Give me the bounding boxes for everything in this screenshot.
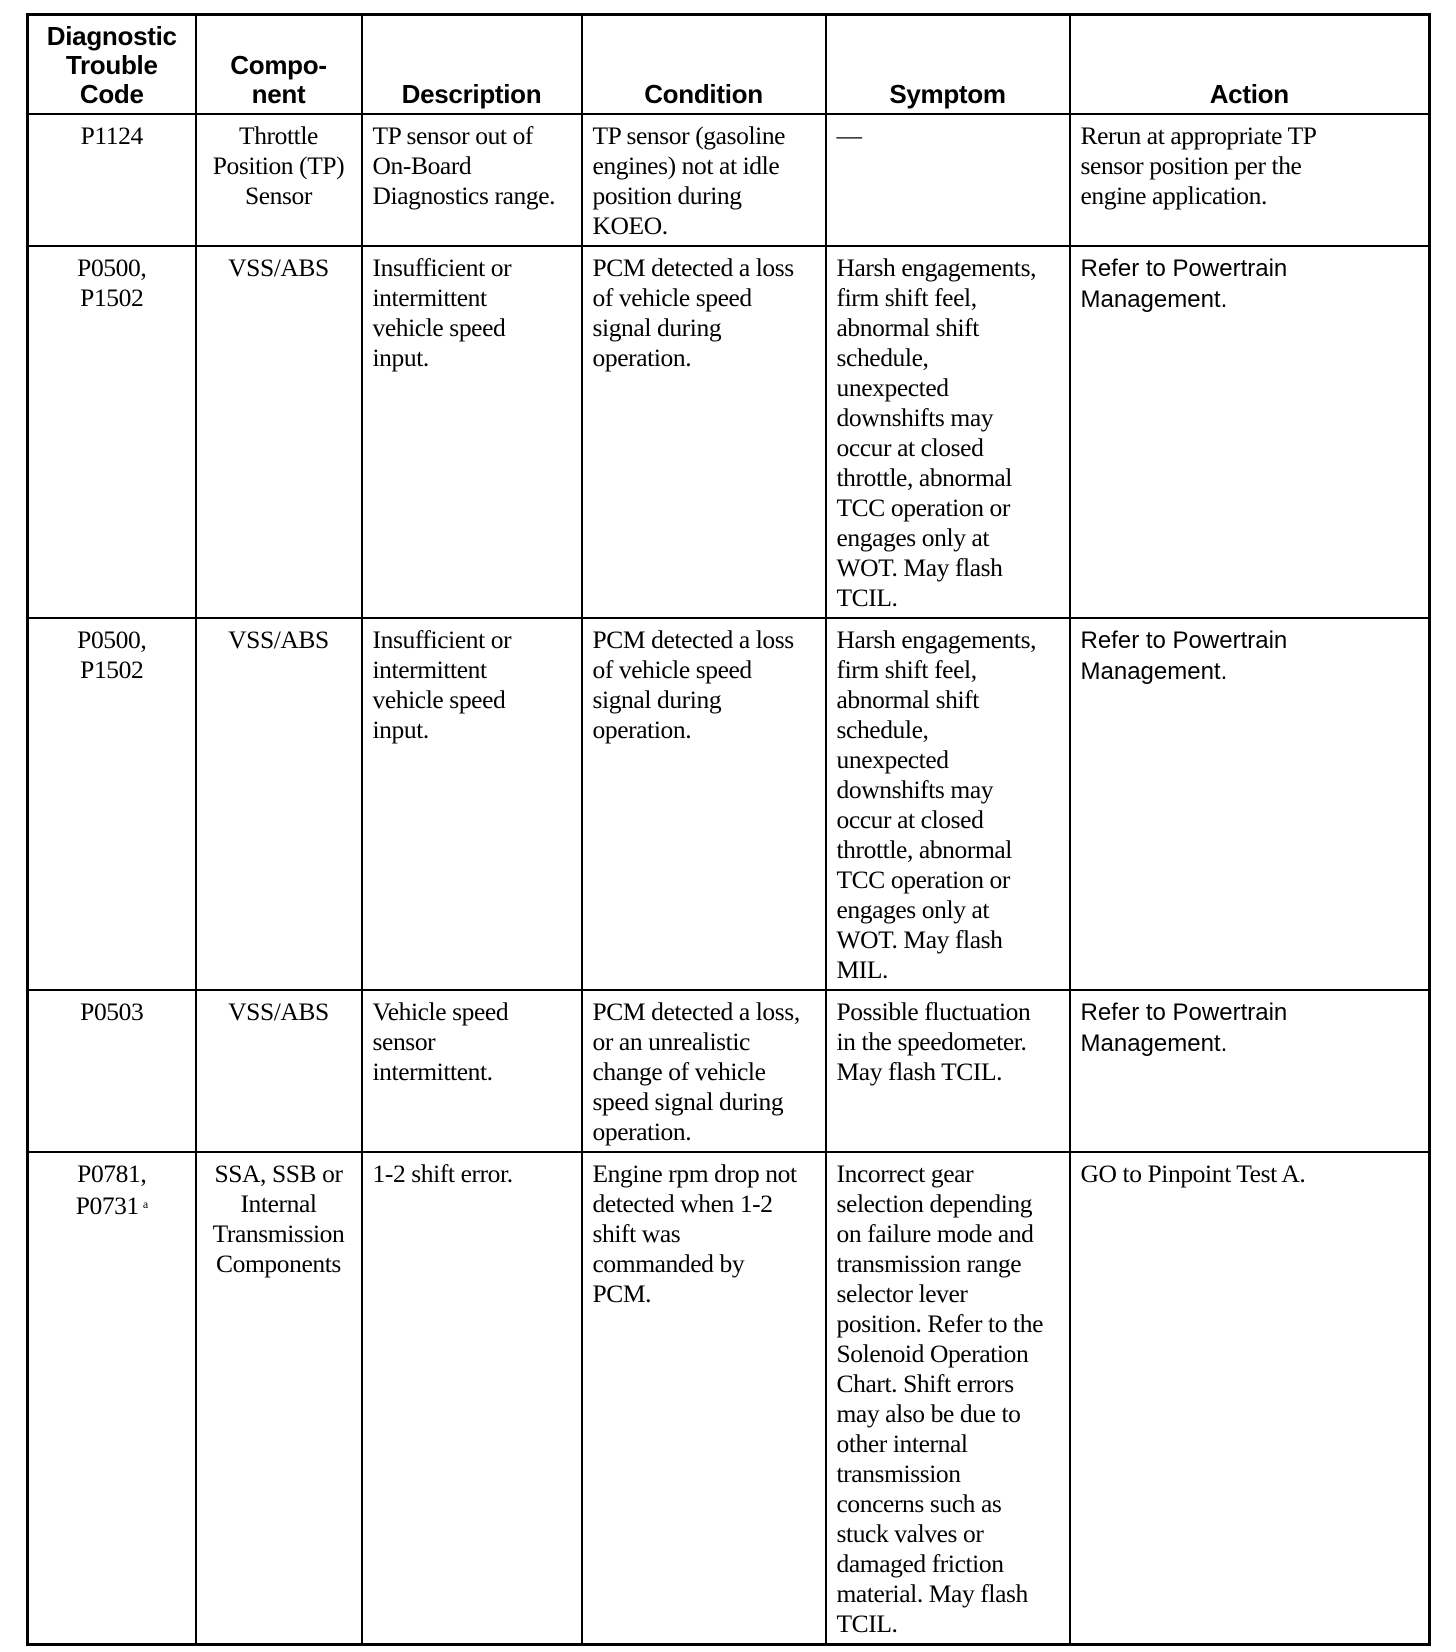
- header-condition: Condition: [582, 15, 826, 115]
- diagnostic-trouble-code-table: [26, 13, 1431, 1646]
- table-row: [28, 990, 1430, 1152]
- cell-action: GO to Pinpoint Test A.: [1070, 1152, 1430, 1645]
- cell-dtc: P0500, P1502: [28, 618, 196, 990]
- action-text: Refer to Powertrain Management.: [1080, 627, 1288, 685]
- cell-dtc: [28, 1152, 196, 1645]
- table-header: [28, 15, 1430, 115]
- cell-condition: TP sensor (gasoline engines) not at idle position during KOEO.: [582, 114, 826, 246]
- cell-component: Throttle Position (TP) Sensor: [196, 114, 362, 246]
- cell-action: Rerun at appropriate TP sensor position per the engine application.: [1070, 114, 1430, 246]
- action-text: Refer to Powertrain Management.: [1080, 255, 1288, 313]
- cell-dtc: P0503: [28, 990, 196, 1152]
- cell-symptom: Incorrect gear selection depending on failure mode and transmission range selector lever position. Refer to the Solenoid Operation Chart. Shift errors may also be due to other internal transmission concerns such as stuck valves or damaged friction material. May flash TCIL.: [826, 1152, 1070, 1645]
- header-action: Action: [1070, 15, 1430, 115]
- cell-component: VSS/ABS: [196, 246, 362, 618]
- cell-component: VSS/ABS: [196, 618, 362, 990]
- cell-symptom: Possible fluctuation in the speedometer. May flash TCIL.: [826, 990, 1070, 1152]
- cell-condition: PCM detected a loss of vehicle speed signal during operation.: [582, 246, 826, 618]
- cell-description: 1-2 shift error.: [362, 1152, 582, 1645]
- header-symptom: Symptom: [826, 15, 1070, 115]
- cell-description: Vehicle speed sensor intermittent.: [362, 990, 582, 1152]
- cell-component: VSS/ABS: [196, 990, 362, 1152]
- cell-condition: Engine rpm drop not detected when 1-2 shift was commanded by PCM.: [582, 1152, 826, 1645]
- cell-condition: PCM detected a loss of vehicle speed signal during operation.: [582, 618, 826, 990]
- cell-component: SSA, SSB or Internal Transmission Components: [196, 1152, 362, 1645]
- cell-symptom: Harsh engagements, firm shift feel, abnormal shift schedule, unexpected downshifts may occur at closed throttle, abnormal TCC operation or engages only at WOT. May flash TCIL.: [826, 246, 1070, 618]
- action-text: Refer to Powertrain Management.: [1080, 999, 1288, 1057]
- header-row: [28, 15, 1430, 115]
- cell-description: Insufficient or intermittent vehicle speed input.: [362, 618, 582, 990]
- cell-description: Insufficient or intermittent vehicle speed input.: [362, 246, 582, 618]
- header-dtc: Diagnostic Trouble Code: [28, 15, 196, 115]
- cell-dtc: P0500, P1502: [28, 246, 196, 618]
- cell-description: TP sensor out of On-Board Diagnostics range.: [362, 114, 582, 246]
- table-row: [28, 1152, 1430, 1645]
- cell-dtc: P1124: [28, 114, 196, 246]
- header-component: Compo- nent: [196, 15, 362, 115]
- table-body: [28, 114, 1430, 1645]
- footnote-marker: a: [142, 1197, 148, 1211]
- dtc-code-text: P0781, P0731: [75, 1159, 147, 1220]
- cell-condition: PCM detected a loss, or an unrealistic change of vehicle speed signal during operation.: [582, 990, 826, 1152]
- cell-action: [1070, 246, 1430, 618]
- table-row: [28, 246, 1430, 618]
- table-row: [28, 618, 1430, 990]
- header-description: Description: [362, 15, 582, 115]
- table-row: [28, 114, 1430, 246]
- cell-action: [1070, 618, 1430, 990]
- cell-symptom: —: [826, 114, 1070, 246]
- cell-symptom: Harsh engagements, firm shift feel, abnormal shift schedule, unexpected downshifts may occur at closed throttle, abnormal TCC operation or engages only at WOT. May flash MIL.: [826, 618, 1070, 990]
- cell-action: [1070, 990, 1430, 1152]
